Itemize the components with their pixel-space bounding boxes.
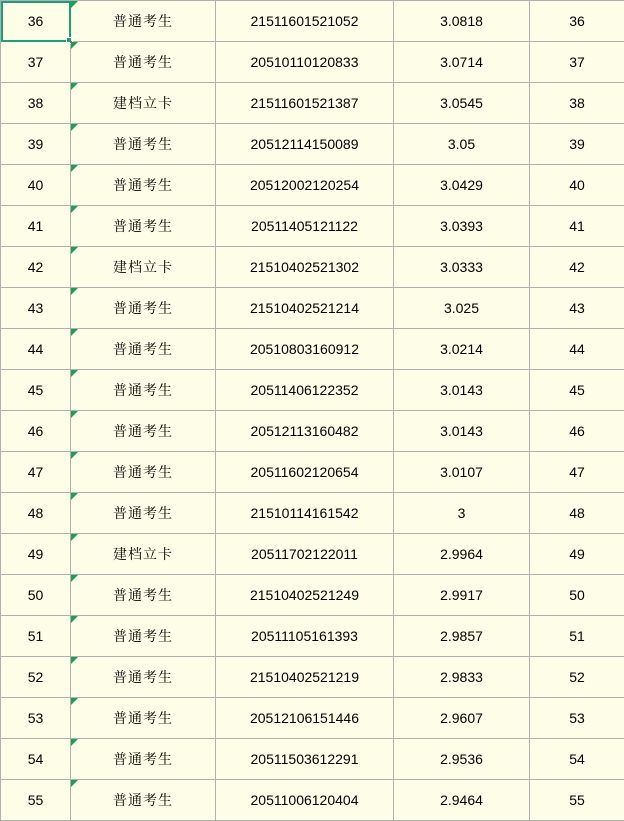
cell-rank[interactable]: 36: [1, 1, 71, 42]
cell-type[interactable]: 普通考生: [71, 370, 216, 411]
table-row[interactable]: [1, 124, 624, 165]
cell-score[interactable]: 2.9536: [394, 739, 530, 780]
table-row[interactable]: [1, 411, 624, 452]
cell-rank[interactable]: 43: [1, 288, 71, 329]
cell-type[interactable]: 普通考生: [71, 411, 216, 452]
cell-score[interactable]: 3.025: [394, 288, 530, 329]
cell-exam-id[interactable]: 20512114150089: [216, 124, 394, 165]
cell-type[interactable]: 普通考生: [71, 780, 216, 821]
cell-type[interactable]: 普通考生: [71, 329, 216, 370]
cell-exam-id[interactable]: 20512106151446: [216, 698, 394, 739]
cell-score[interactable]: 2.9857: [394, 616, 530, 657]
cell-rank-repeat[interactable]: 48: [530, 493, 624, 534]
cell-rank[interactable]: 41: [1, 206, 71, 247]
cell-type[interactable]: 建档立卡: [71, 534, 216, 575]
cell-rank-repeat[interactable]: 44: [530, 329, 624, 370]
cell-score[interactable]: 3.05: [394, 124, 530, 165]
cell-type[interactable]: 普通考生: [71, 698, 216, 739]
table-row[interactable]: [1, 247, 624, 288]
table-row[interactable]: [1, 370, 624, 411]
cell-type[interactable]: 普通考生: [71, 616, 216, 657]
cell-type[interactable]: 普通考生: [71, 657, 216, 698]
cell-exam-id[interactable]: 20512113160482: [216, 411, 394, 452]
cell-rank-repeat[interactable]: 40: [530, 165, 624, 206]
cell-score[interactable]: 3.0333: [394, 247, 530, 288]
cell-rank-repeat[interactable]: 42: [530, 247, 624, 288]
cell-rank[interactable]: 45: [1, 370, 71, 411]
cell-rank[interactable]: 53: [1, 698, 71, 739]
cell-rank-repeat[interactable]: 50: [530, 575, 624, 616]
cell-type[interactable]: 建档立卡: [71, 83, 216, 124]
table-row[interactable]: [1, 288, 624, 329]
cell-exam-id[interactable]: 20511702122011: [216, 534, 394, 575]
cell-exam-id[interactable]: 20510110120833: [216, 42, 394, 83]
cell-rank[interactable]: 40: [1, 165, 71, 206]
cell-rank-repeat[interactable]: 36: [530, 1, 624, 42]
cell-type[interactable]: 建档立卡: [71, 247, 216, 288]
cell-rank[interactable]: 51: [1, 616, 71, 657]
cell-score[interactable]: 3: [394, 493, 530, 534]
cell-rank[interactable]: 42: [1, 247, 71, 288]
cell-rank[interactable]: 39: [1, 124, 71, 165]
table-row[interactable]: [1, 1, 624, 42]
cell-type[interactable]: 普通考生: [71, 1, 216, 42]
cell-rank-repeat[interactable]: 43: [530, 288, 624, 329]
cell-exam-id[interactable]: 21511601521052: [216, 1, 394, 42]
table-row[interactable]: [1, 452, 624, 493]
cell-rank-repeat[interactable]: 53: [530, 698, 624, 739]
cell-rank-repeat[interactable]: 38: [530, 83, 624, 124]
cell-rank-repeat[interactable]: 54: [530, 739, 624, 780]
cell-rank[interactable]: 38: [1, 83, 71, 124]
table-row[interactable]: [1, 739, 624, 780]
cell-score[interactable]: 3.0393: [394, 206, 530, 247]
cell-type[interactable]: 普通考生: [71, 288, 216, 329]
cell-rank[interactable]: 50: [1, 575, 71, 616]
cell-score[interactable]: 3.0214: [394, 329, 530, 370]
cell-rank[interactable]: 54: [1, 739, 71, 780]
cell-rank-repeat[interactable]: 45: [530, 370, 624, 411]
table-row[interactable]: [1, 206, 624, 247]
table-row[interactable]: [1, 493, 624, 534]
table-row[interactable]: [1, 698, 624, 739]
cell-score[interactable]: 3.0818: [394, 1, 530, 42]
cell-type[interactable]: 普通考生: [71, 206, 216, 247]
cell-score[interactable]: 3.0143: [394, 411, 530, 452]
cell-rank[interactable]: 46: [1, 411, 71, 452]
cell-exam-id[interactable]: 20511006120404: [216, 780, 394, 821]
table-row[interactable]: [1, 657, 624, 698]
cell-exam-id[interactable]: 20512002120254: [216, 165, 394, 206]
cell-exam-id[interactable]: 20511405121122: [216, 206, 394, 247]
cell-type[interactable]: 普通考生: [71, 124, 216, 165]
cell-exam-id[interactable]: 20511602120654: [216, 452, 394, 493]
cell-rank-repeat[interactable]: 46: [530, 411, 624, 452]
cell-rank[interactable]: 52: [1, 657, 71, 698]
cell-score[interactable]: 2.9833: [394, 657, 530, 698]
cell-rank-repeat[interactable]: 47: [530, 452, 624, 493]
cell-score[interactable]: 2.9917: [394, 575, 530, 616]
cell-exam-id[interactable]: 21510402521219: [216, 657, 394, 698]
table-row[interactable]: [1, 42, 624, 83]
cell-type[interactable]: 普通考生: [71, 493, 216, 534]
cell-type[interactable]: 普通考生: [71, 165, 216, 206]
cell-exam-id[interactable]: 21510114161542: [216, 493, 394, 534]
cell-rank-repeat[interactable]: 49: [530, 534, 624, 575]
cell-exam-id[interactable]: 21510402521214: [216, 288, 394, 329]
cell-score[interactable]: 3.0714: [394, 42, 530, 83]
table-body: [1, 1, 624, 821]
cell-type[interactable]: 普通考生: [71, 739, 216, 780]
cell-exam-id[interactable]: 21511601521387: [216, 83, 394, 124]
cell-type[interactable]: 普通考生: [71, 575, 216, 616]
cell-exam-id[interactable]: 20511503612291: [216, 739, 394, 780]
cell-exam-id[interactable]: 20510803160912: [216, 329, 394, 370]
cell-score[interactable]: 2.9607: [394, 698, 530, 739]
cell-rank[interactable]: 49: [1, 534, 71, 575]
table-row[interactable]: [1, 165, 624, 206]
cell-rank[interactable]: 47: [1, 452, 71, 493]
table-row[interactable]: [1, 329, 624, 370]
cell-exam-id[interactable]: 21510402521302: [216, 247, 394, 288]
cell-rank-repeat[interactable]: 39: [530, 124, 624, 165]
cell-score[interactable]: 2.9464: [394, 780, 530, 821]
table-row[interactable]: [1, 575, 624, 616]
cell-rank[interactable]: 37: [1, 42, 71, 83]
cell-type[interactable]: 普通考生: [71, 452, 216, 493]
cell-type[interactable]: 普通考生: [71, 42, 216, 83]
cell-rank[interactable]: 55: [1, 780, 71, 821]
cell-rank[interactable]: 44: [1, 329, 71, 370]
cell-exam-id[interactable]: 20511105161393: [216, 616, 394, 657]
cell-score[interactable]: 2.9964: [394, 534, 530, 575]
table-row[interactable]: [1, 83, 624, 124]
cell-rank[interactable]: 48: [1, 493, 71, 534]
cell-rank-repeat[interactable]: 55: [530, 780, 624, 821]
table-row[interactable]: [1, 780, 624, 821]
cell-exam-id[interactable]: 20511406122352: [216, 370, 394, 411]
cell-rank-repeat[interactable]: 41: [530, 206, 624, 247]
cell-exam-id[interactable]: 21510402521249: [216, 575, 394, 616]
cell-rank-repeat[interactable]: 52: [530, 657, 624, 698]
cell-score[interactable]: 3.0429: [394, 165, 530, 206]
cell-score[interactable]: 3.0107: [394, 452, 530, 493]
cell-rank-repeat[interactable]: 37: [530, 42, 624, 83]
table-row[interactable]: [1, 616, 624, 657]
cell-rank-repeat[interactable]: 51: [530, 616, 624, 657]
cell-score[interactable]: 3.0143: [394, 370, 530, 411]
table-row[interactable]: [1, 534, 624, 575]
cell-score[interactable]: 3.0545: [394, 83, 530, 124]
